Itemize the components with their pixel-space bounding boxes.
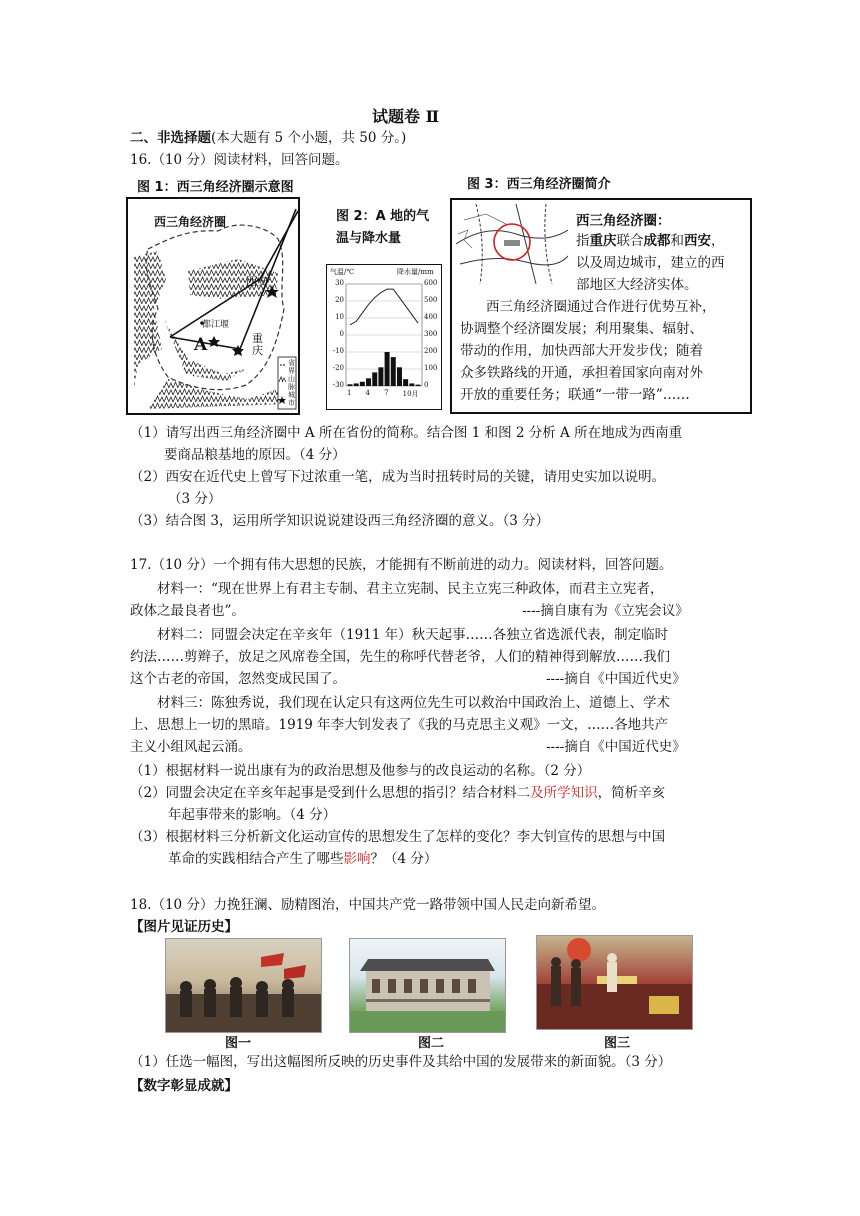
fig1-title: 图 1：西三角经济圈示意图 [137, 180, 294, 195]
month-tick-label: 1 [347, 389, 352, 397]
legend-mountain: 山脉 [288, 375, 295, 391]
label-xian: 西安 [246, 275, 268, 288]
photo-2-art [350, 939, 505, 1032]
temp-tick-label: -10 [332, 347, 344, 355]
rainfall-bar [409, 383, 414, 386]
west-triangle-map [128, 199, 298, 413]
q18-sub1: （1）任选一幅图，写出这幅图所反映的历史事件及其给中国的发展带来的新面貌。（3 分） [130, 1054, 672, 1070]
fig3-heading: 西三角经济圈： [576, 213, 671, 229]
fig3-p2-line3: 带动的作用，加快西部大开发步伐；随着 [460, 343, 703, 359]
q17-sub3-line2: 革命的实践相结合产生了哪些影响？（4 分） [168, 851, 438, 867]
temp-tick-label: 20 [335, 296, 344, 304]
fig3-title: 图 3：西三角经济圈简介 [467, 177, 611, 192]
photo-2-caption: 图二 [418, 1036, 445, 1051]
q18-section-numbers: 【数字彰显成就】 [130, 1078, 238, 1094]
temp-axis-label: 气温/℃ [330, 268, 355, 276]
fig2-title: 图 2：A 地的气温与降水量 [336, 209, 430, 246]
rainfall-bar [348, 384, 353, 386]
q16-sub2-line2: （3 分） [168, 491, 222, 507]
legend-province: 省界 [288, 359, 295, 375]
q17-m3-source: ----摘自《中国近代史》 [546, 739, 686, 755]
label-point-a: A [194, 335, 208, 355]
fig3-line3: 部地区大经济实体。 [576, 277, 698, 293]
rain-axis-label: 降水量/mm [397, 268, 434, 276]
rainfall-bar [360, 382, 365, 386]
q16-sub1-line1: （1）请写出西三角经济圈中 A 所在省份的简称。结合图 1 和图 2 分析 A 所在地成为西南重 [130, 425, 683, 441]
q17-m3-line3: 主义小组风起云涌。 [130, 739, 252, 755]
label-dujiangyan: 都江堰 [202, 320, 230, 330]
rainfall-bar [385, 352, 390, 386]
q18-stem: 18.（10 分）力挽狂澜、励精图治，中国共产党一路带领中国人民走向新希望。 [130, 897, 605, 913]
rainfall-bar [391, 357, 396, 386]
rain-tick-label: 300 [424, 330, 438, 338]
rainfall-bar [403, 379, 408, 386]
q16-sub2-line1: （2）西安在近代史上曾写下过浓重一笔，成为当时扭转时局的关键，请用史实加以说明。 [130, 469, 666, 485]
q16-sub3: （3）结合图 3，运用所学知识说说建设西三角经济圈的意义。（3 分） [130, 513, 550, 529]
q17-sub2-line2: 年起事带来的影响。（4 分） [168, 807, 337, 823]
photo-3 [536, 935, 693, 1030]
q17-m3-line2: 上、思想上一切的黑暗。1919 年李大钊发表了《我的马克思主义观》一文，……各地共产 [130, 717, 669, 733]
q17-m3-line1: 材料三：陈独秀说，我们现在认定只有这两位先生可以救治中国政治上、道德上、学术 [157, 695, 670, 711]
photo-1 [165, 938, 322, 1033]
q17-m1-line2: 政体之最良者也”。 [130, 603, 245, 619]
legend-city: 城市 [288, 391, 295, 407]
section-heading: 二、非选择题(本大题有 5 个小题，共 50 分。) [130, 130, 407, 146]
highlight-text: 及所学知识 [530, 785, 598, 801]
temp-tick-label: 0 [339, 330, 344, 338]
month-tick-label: 4 [365, 389, 370, 397]
q17-m1-line1: 材料一：“现在世界上有君主专制、君主立宪制、民主立宪三种政体，而君主立宪者， [157, 581, 664, 597]
q17-m2-line3: 这个古老的帝国，忽然变成民国了。 [130, 671, 346, 687]
q17-m2-line2: 约法……剪辫子，放足之风席卷全国，先生的称呼代替老爷，人们的精神得到解放……我们 [130, 649, 670, 665]
q17-sub1: （1）根据材料一说出康有为的政治思想及他参与的改良运动的名称。（2 分） [130, 763, 591, 779]
map-figure [126, 197, 300, 415]
photo-1-caption: 图一 [225, 1036, 252, 1051]
temp-tick-label: 10 [335, 313, 344, 321]
label-chongqing: 重庆 [252, 332, 263, 357]
q16-stem: 16.（10 分）阅读材料，回答问题。 [130, 152, 349, 168]
q17-m2-source: ----摘自《中国近代史》 [546, 671, 686, 687]
q18-section-pictures: 【图片见证历史】 [130, 919, 238, 935]
q17-sub3-line1: （3）根据材料三分析新文化运动宣传的思想发生了怎样的变化？李大钊宣传的思想与中国 [130, 829, 666, 845]
temperature-curve [350, 289, 418, 325]
month-tick-label: 7 [384, 389, 389, 397]
photo-3-caption: 图三 [604, 1036, 631, 1051]
mountain-west [134, 251, 166, 389]
map-label-plate-icon [504, 240, 520, 246]
fig3-p2-line2: 协调整个经济圈发展；利用聚集、辐射、 [460, 321, 703, 337]
fig3-box [450, 198, 752, 414]
map-title: 西三角经济圈 [154, 215, 227, 229]
page-title: 试题卷 Ⅱ [372, 107, 440, 126]
q17-m2-line1: 材料二：同盟会决定在辛亥年（1911 年）秋天起事……各独立省选派代表，制定临时 [157, 627, 669, 643]
rainfall-bar [397, 367, 402, 386]
rainfall-bar [416, 385, 421, 386]
fig3-mini-map [456, 204, 568, 284]
temp-tick-label: -20 [332, 364, 344, 372]
rainfall-bar [354, 383, 359, 386]
q16-sub1-line2: 要商品粮基地的原因。（4 分） [164, 447, 346, 463]
photo-3-art [537, 936, 692, 1029]
fig3-p2-line4: 众多铁路线的开通，承担着国家向南对外 [460, 365, 703, 381]
rain-tick-label: 500 [424, 296, 438, 304]
q17-m1-source: ----摘自康有为《立宪会议》 [522, 603, 689, 619]
q17-sub2-line1: （2）同盟会决定在辛亥年起事是受到什么思想的指引？结合材料二及所学知识，简析辛亥 [130, 785, 666, 801]
highlight-text: 影响 [343, 851, 371, 867]
rain-tick-label: 100 [424, 364, 438, 372]
temp-tick-label: 30 [335, 279, 344, 287]
rainfall-bar [366, 378, 371, 386]
q17-stem: 17.（10 分）一个拥有伟大思想的民族，才能拥有不断前进的动力。阅读材料，回答问题。 [130, 557, 673, 573]
rain-tick-label: 200 [424, 347, 438, 355]
rainfall-bar [372, 372, 377, 386]
chongqing-star-icon [232, 345, 244, 356]
rain-tick-label: 400 [424, 313, 438, 321]
fig3-p2-line5: 开放的重要任务；联通“一带一路”…… [460, 387, 690, 403]
temp-tick-label: -30 [332, 381, 344, 389]
rainfall-bar [378, 367, 383, 386]
photo-2 [349, 938, 506, 1033]
climate-chart [326, 264, 442, 410]
fig3-line1: 指重庆联合成都和西安， [576, 233, 725, 249]
mountain-south [148, 379, 288, 409]
fig3-p2-line1: 西三角经济圈通过合作进行优势互补， [486, 299, 716, 315]
month-tick-label: 10月 [402, 390, 419, 398]
fig3-line2: 以及周边城市，建立的西 [576, 255, 725, 271]
rain-tick-label: 0 [424, 381, 429, 389]
rain-tick-label: 600 [424, 279, 438, 287]
photo-1-art [166, 939, 321, 1032]
